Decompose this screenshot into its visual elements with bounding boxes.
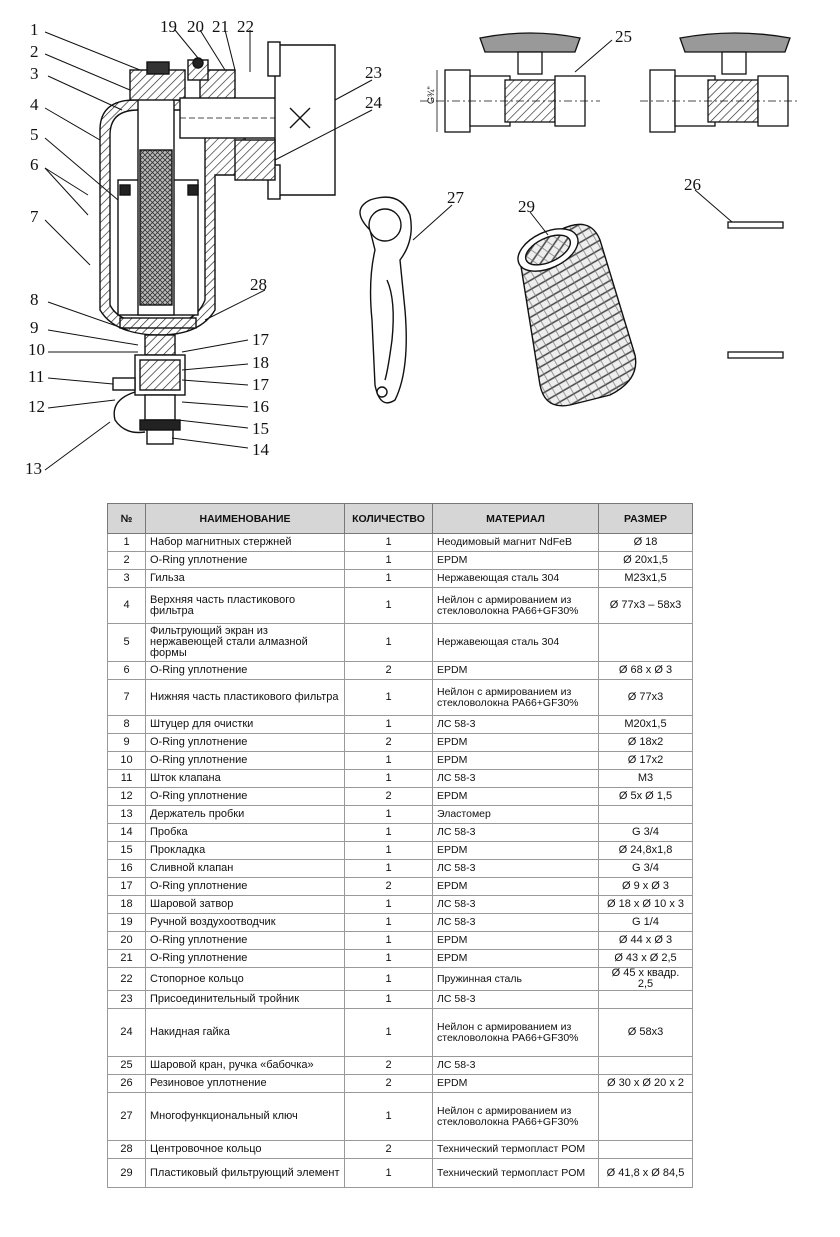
- cell-name: Накидная гайка: [146, 1009, 345, 1057]
- callout-9: 9: [30, 318, 39, 337]
- cell-name: Нижняя часть пластикового фильтра: [146, 680, 345, 716]
- cell-name: Стопорное кольцо: [146, 968, 345, 991]
- callout-28: 28: [250, 275, 267, 294]
- callout-14: 14: [252, 440, 269, 459]
- cell-qty: 1: [345, 842, 433, 860]
- cell-name: O-Ring уплотнение: [146, 552, 345, 570]
- cell-name: O-Ring уплотнение: [146, 878, 345, 896]
- cell-qty: 2: [345, 1141, 433, 1159]
- callout-3: 3: [30, 64, 39, 83]
- cell-no: 9: [108, 734, 146, 752]
- cell-size: M3: [599, 770, 693, 788]
- cell-no: 25: [108, 1057, 146, 1075]
- cell-size: [599, 1057, 693, 1075]
- cell-qty: 2: [345, 662, 433, 680]
- table-row: [108, 950, 693, 968]
- cell-no: 4: [108, 588, 146, 624]
- header-size: РАЗМЕР: [599, 504, 693, 534]
- cell-size: Ø 18: [599, 534, 693, 552]
- cell-material: ЛС 58-3: [433, 770, 599, 788]
- cell-qty: 1: [345, 1093, 433, 1141]
- cell-name: Гильза: [146, 570, 345, 588]
- cell-no: 16: [108, 860, 146, 878]
- table-row: [108, 680, 693, 716]
- parts-table-body: [108, 534, 693, 1188]
- cell-name: Центровочное кольцо: [146, 1141, 345, 1159]
- cell-name: O-Ring уплотнение: [146, 752, 345, 770]
- callout-5: 5: [30, 125, 39, 144]
- table-row: [108, 1009, 693, 1057]
- cell-material: Нержавеющая сталь 304: [433, 624, 599, 662]
- cell-material: EPDM: [433, 932, 599, 950]
- cell-qty: 2: [345, 734, 433, 752]
- cell-no: 1: [108, 534, 146, 552]
- callout-25: 25: [615, 27, 632, 46]
- cell-size: Ø 5x Ø 1,5: [599, 788, 693, 806]
- callout-1: 1: [30, 20, 39, 39]
- callout-29: 29: [518, 197, 535, 216]
- cell-material: ЛС 58-3: [433, 896, 599, 914]
- cell-material: EPDM: [433, 950, 599, 968]
- cell-name: Фильтрующий экран из нержавеющей стали алмазной формы: [146, 624, 345, 662]
- cell-qty: 2: [345, 1075, 433, 1093]
- cell-name: O-Ring уплотнение: [146, 788, 345, 806]
- table-row: [108, 534, 693, 552]
- cell-size: Ø 18 x Ø 10 x 3: [599, 896, 693, 914]
- cell-no: 15: [108, 842, 146, 860]
- cell-material: ЛС 58-3: [433, 991, 599, 1009]
- cell-no: 8: [108, 716, 146, 734]
- cell-qty: 1: [345, 824, 433, 842]
- table-header-row: [108, 504, 693, 534]
- cell-qty: 2: [345, 1057, 433, 1075]
- callout-2: 2: [30, 42, 39, 61]
- cell-size: [599, 1141, 693, 1159]
- callout-10: 10: [28, 340, 45, 359]
- cell-size: M23x1,5: [599, 570, 693, 588]
- cell-qty: 1: [345, 968, 433, 991]
- cell-size: Ø 24,8x1,8: [599, 842, 693, 860]
- cell-no: 14: [108, 824, 146, 842]
- cell-size: Ø 44 x Ø 3: [599, 932, 693, 950]
- cell-size: Ø 58x3: [599, 1009, 693, 1057]
- cell-no: 11: [108, 770, 146, 788]
- cell-qty: 1: [345, 1159, 433, 1188]
- cell-material: ЛС 58-3: [433, 716, 599, 734]
- table-row: [108, 914, 693, 932]
- cell-qty: 2: [345, 788, 433, 806]
- cell-no: 28: [108, 1141, 146, 1159]
- cell-name: Присоединительный тройник: [146, 991, 345, 1009]
- cell-no: 13: [108, 806, 146, 824]
- callout-7: 7: [30, 207, 39, 226]
- cell-no: 19: [108, 914, 146, 932]
- table-row: [108, 1057, 693, 1075]
- cell-name: Штуцер для очистки: [146, 716, 345, 734]
- cell-material: Неодимовый магнит NdFeB: [433, 534, 599, 552]
- cell-size: Ø 20x1,5: [599, 552, 693, 570]
- table-row: [108, 552, 693, 570]
- ball-valve-left: [420, 33, 600, 132]
- table-row: [108, 1075, 693, 1093]
- table-row: [108, 770, 693, 788]
- table-row: [108, 588, 693, 624]
- cell-size: Ø 77x3: [599, 680, 693, 716]
- cell-name: Набор магнитных стержней: [146, 534, 345, 552]
- table-row: [108, 896, 693, 914]
- exploded-parts-drawing: [0, 0, 840, 490]
- cell-name: Прокладка: [146, 842, 345, 860]
- cell-material: EPDM: [433, 552, 599, 570]
- cell-name: Шток клапана: [146, 770, 345, 788]
- cell-material: EPDM: [433, 788, 599, 806]
- cell-material: EPDM: [433, 1075, 599, 1093]
- cell-no: 12: [108, 788, 146, 806]
- table-row: [108, 806, 693, 824]
- table-row: [108, 878, 693, 896]
- cell-qty: 1: [345, 588, 433, 624]
- cell-size: [599, 624, 693, 662]
- cell-qty: 1: [345, 770, 433, 788]
- callout-26: 26: [684, 175, 701, 194]
- cell-material: Нейлон с армированием из стекловолокна PA66+GF30%: [433, 1009, 599, 1057]
- callout-11: 11: [28, 367, 45, 386]
- callout-27: 27: [447, 188, 464, 207]
- callout-17a: 17: [252, 330, 269, 349]
- multi-key-wrench: [360, 197, 411, 403]
- cell-no: 2: [108, 552, 146, 570]
- header-qty: КОЛИЧЕСТВО: [345, 504, 433, 534]
- cell-qty: 1: [345, 680, 433, 716]
- cell-size: [599, 1093, 693, 1141]
- callout-22: 22: [237, 17, 254, 36]
- cell-size: Ø 41,8 x Ø 84,5: [599, 1159, 693, 1188]
- cell-size: Ø 18x2: [599, 734, 693, 752]
- cell-material: EPDM: [433, 752, 599, 770]
- cell-no: 20: [108, 932, 146, 950]
- cell-size: [599, 806, 693, 824]
- cell-qty: 1: [345, 570, 433, 588]
- cell-material: Технический термопласт POM: [433, 1141, 599, 1159]
- cell-name: Сливной клапан: [146, 860, 345, 878]
- cell-name: Резиновое уплотнение: [146, 1075, 345, 1093]
- cell-qty: 1: [345, 752, 433, 770]
- cell-name: Пластиковый фильтрующий элемент: [146, 1159, 345, 1188]
- cell-no: 21: [108, 950, 146, 968]
- parts-table: [107, 503, 693, 1188]
- cell-qty: 1: [345, 716, 433, 734]
- cell-qty: 1: [345, 860, 433, 878]
- cell-size: G 3/4: [599, 824, 693, 842]
- table-row: [108, 1141, 693, 1159]
- cell-no: 17: [108, 878, 146, 896]
- table-row: [108, 1093, 693, 1141]
- cell-qty: 1: [345, 552, 433, 570]
- dimension-label: G¾": [426, 86, 436, 104]
- cell-no: 7: [108, 680, 146, 716]
- cell-qty: 1: [345, 534, 433, 552]
- cell-material: ЛС 58-3: [433, 824, 599, 842]
- cell-size: G 3/4: [599, 860, 693, 878]
- cell-name: O-Ring уплотнение: [146, 932, 345, 950]
- callout-20: 20: [187, 17, 204, 36]
- callout-16: 16: [252, 397, 269, 416]
- cell-name: O-Ring уплотнение: [146, 950, 345, 968]
- table-row: [108, 734, 693, 752]
- callout-21: 21: [212, 17, 229, 36]
- header-material: МАТЕРИАЛ: [433, 504, 599, 534]
- callout-19: 19: [160, 17, 177, 36]
- cell-material: ЛС 58-3: [433, 860, 599, 878]
- cell-material: ЛС 58-3: [433, 914, 599, 932]
- cell-name: Многофункциональный ключ: [146, 1093, 345, 1141]
- cell-size: G 1/4: [599, 914, 693, 932]
- cell-name: Шаровой затвор: [146, 896, 345, 914]
- cell-size: Ø 9 x Ø 3: [599, 878, 693, 896]
- callout-6: 6: [30, 155, 39, 174]
- cell-material: Нержавеющая сталь 304: [433, 570, 599, 588]
- cell-material: Нейлон с армированием из стекловолокна PA66+GF30%: [433, 588, 599, 624]
- cell-name: Верхняя часть пластикового фильтра: [146, 588, 345, 624]
- cell-qty: 2: [345, 878, 433, 896]
- ball-valve-right: [640, 33, 800, 132]
- cell-name: O-Ring уплотнение: [146, 662, 345, 680]
- plastic-filter-element: [511, 220, 635, 406]
- cell-size: Ø 30 x Ø 20 x 2: [599, 1075, 693, 1093]
- cell-name: Держатель пробки: [146, 806, 345, 824]
- cell-material: Нейлон с армированием из стекловолокна PA66+GF30%: [433, 1093, 599, 1141]
- cell-name: Пробка: [146, 824, 345, 842]
- cell-size: [599, 991, 693, 1009]
- cell-size: Ø 17x2: [599, 752, 693, 770]
- table-row: [108, 716, 693, 734]
- cell-material: EPDM: [433, 842, 599, 860]
- cell-material: EPDM: [433, 878, 599, 896]
- table-row: [108, 860, 693, 878]
- cell-size: Ø 77x3 – 58x3: [599, 588, 693, 624]
- header-name: НАИМЕНОВАНИЕ: [146, 504, 345, 534]
- rubber-gaskets: [728, 222, 783, 358]
- cell-qty: 1: [345, 950, 433, 968]
- table-row: [108, 842, 693, 860]
- table-row: [108, 662, 693, 680]
- table-row: [108, 570, 693, 588]
- cell-no: 5: [108, 624, 146, 662]
- filter-body-section: [100, 42, 335, 444]
- cell-material: EPDM: [433, 734, 599, 752]
- table-row: [108, 824, 693, 842]
- cell-size: M20x1,5: [599, 716, 693, 734]
- callout-24: 24: [365, 93, 382, 112]
- cell-size: Ø 43 x Ø 2,5: [599, 950, 693, 968]
- cell-no: 27: [108, 1093, 146, 1141]
- table-row: [108, 624, 693, 662]
- cell-size: Ø 45 x квадр. 2,5: [599, 968, 693, 991]
- table-row: [108, 1159, 693, 1188]
- cell-material: Технический термопласт POM: [433, 1159, 599, 1188]
- callout-23: 23: [365, 63, 382, 82]
- cell-no: 24: [108, 1009, 146, 1057]
- cell-material: Эластомер: [433, 806, 599, 824]
- callout-15: 15: [252, 419, 269, 438]
- table-row: [108, 788, 693, 806]
- cell-qty: 1: [345, 806, 433, 824]
- cell-no: 23: [108, 991, 146, 1009]
- cell-size: Ø 68 x Ø 3: [599, 662, 693, 680]
- cell-qty: 1: [345, 624, 433, 662]
- callout-4: 4: [30, 95, 39, 114]
- callout-13: 13: [25, 459, 42, 478]
- cell-material: Пружинная сталь: [433, 968, 599, 991]
- cell-no: 29: [108, 1159, 146, 1188]
- cell-no: 22: [108, 968, 146, 991]
- callout-17b: 17: [252, 375, 269, 394]
- callout-18: 18: [252, 353, 269, 372]
- cell-qty: 1: [345, 1009, 433, 1057]
- table-row: [108, 932, 693, 950]
- cell-no: 6: [108, 662, 146, 680]
- cell-no: 26: [108, 1075, 146, 1093]
- cell-qty: 1: [345, 932, 433, 950]
- cell-material: Нейлон с армированием из стекловолокна PA66+GF30%: [433, 680, 599, 716]
- table-row: [108, 968, 693, 991]
- cell-material: ЛС 58-3: [433, 1057, 599, 1075]
- cell-name: O-Ring уплотнение: [146, 734, 345, 752]
- header-no: №: [108, 504, 146, 534]
- callout-12: 12: [28, 397, 45, 416]
- cell-qty: 1: [345, 914, 433, 932]
- cell-no: 10: [108, 752, 146, 770]
- cell-qty: 1: [345, 991, 433, 1009]
- cell-no: 18: [108, 896, 146, 914]
- cell-name: Ручной воздухоотводчик: [146, 914, 345, 932]
- cell-name: Шаровой кран, ручка «бабочка»: [146, 1057, 345, 1075]
- cell-no: 3: [108, 570, 146, 588]
- cell-material: EPDM: [433, 662, 599, 680]
- cell-qty: 1: [345, 896, 433, 914]
- table-row: [108, 991, 693, 1009]
- table-row: [108, 752, 693, 770]
- callout-8: 8: [30, 290, 39, 309]
